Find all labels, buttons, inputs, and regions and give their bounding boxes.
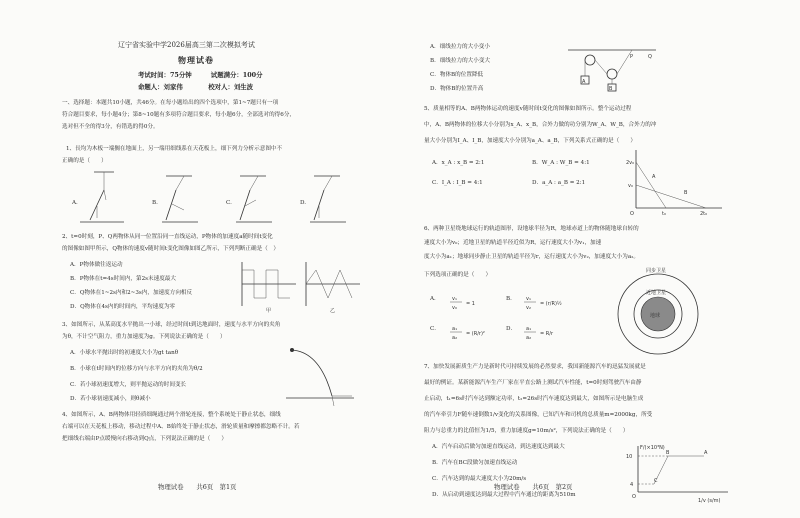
q7-fig-label: A	[704, 450, 708, 456]
svg-text:= (r/R)½: = (r/R)½	[540, 301, 562, 307]
q7-fig-label: O	[632, 494, 636, 500]
q6-fig-label: 近地卫星	[646, 290, 667, 296]
q4-text: 4、如图所示，A、B两物体用轻质细绳通过两个滑轮连接，整个系统处于静止状态，细线	[62, 412, 281, 418]
q6-text: 度大小为a₁；地球同步静止卫星的轨道半径为r，运行速度大小为v₂，加速度大小为a₂。	[424, 254, 640, 260]
q7-text: 的汽车牵引力F随车速倒数1/v变化的关系图像，已知汽车和司机的总质量m=2000kg，所受	[424, 412, 653, 418]
q1-option-label: C.	[226, 200, 232, 206]
q6-option-formulas	[444, 290, 564, 350]
q2-option: A．P物体做往返运动	[70, 262, 123, 268]
q4-text: 右端可以在天花板上移动，移动过程中A、B始终处于静止状态，滑轮质量和摩擦都忽略不计。若	[62, 424, 300, 430]
q5-option: B．W_A : W_B = 4:1	[532, 160, 590, 166]
section1-line: 一、选择题：本题共10小题，共46分。在每小题给出的四个选项中，第1~7题只有一项	[62, 100, 279, 106]
q7-option: C．汽车达到的最大速度大小为20m/s	[432, 476, 527, 482]
q5-option: D．a_A : a_B = 2:1	[532, 180, 586, 186]
svg-text:= 1: = 1	[466, 301, 475, 307]
q4-figure	[568, 46, 658, 92]
q4-text: 把细线右端由P点缓慢向右移动到Q点，下列说法正确的是（ ）	[62, 436, 227, 442]
q4-option: C．物体B的位置降低	[430, 72, 484, 78]
q4-fig-label: P	[630, 54, 634, 60]
q7-fig-label: F/(×10³N)	[640, 445, 665, 451]
page-2	[400, 0, 800, 518]
svg-text:v₁: v₁	[526, 296, 531, 302]
svg-text:v₁: v₁	[452, 296, 457, 302]
svg-text:a₁: a₁	[526, 326, 532, 332]
q2-fig-label: 乙	[330, 308, 336, 314]
q5-text: 5、质量相等的A、B两物体运动的速度v随时间t变化的图像如图所示。整个运动过程	[424, 106, 632, 112]
exam-info: 考试时间：75分钟 试题满分：100分	[138, 71, 263, 79]
q1-figure-a	[80, 168, 160, 228]
q1-option-label: A.	[72, 200, 78, 206]
q7-fig-label: 1/v (s/m)	[698, 498, 721, 504]
q2-text: 的图像如图甲所示，Q物体的速度v随时间t变化图像如图乙所示，下列判断正确是（ ）	[62, 246, 279, 252]
q5-fig-label: t₀	[662, 211, 666, 217]
svg-text:a₂: a₂	[526, 335, 532, 341]
q1-text: 正确的是（ ）	[62, 158, 107, 164]
q3-option: C．若小球初速度增大，则平抛运动的时间变长	[70, 382, 187, 388]
svg-text:v₀: v₀	[452, 305, 457, 311]
q3-figure	[286, 344, 356, 408]
q6-orbit-figure	[612, 266, 704, 358]
authors-line: 命题人：刘家伟 校对人：刘生波	[138, 83, 254, 91]
svg-text:a₁: a₁	[452, 326, 458, 332]
section1-line: 选对但不全的得3分，有错选的得0分。	[62, 124, 159, 130]
q4-option: B．细线拉力的大小变大	[430, 58, 491, 64]
q5-fig-label: 2t₀	[700, 211, 708, 217]
q5-option: C．I_A : I_B = 4:1	[432, 180, 483, 186]
q5-fig-label: A	[652, 174, 656, 180]
q5-fig-label: 2v₀	[626, 160, 635, 166]
q7-option: A．汽车启动后做匀加速直线运动，到达速度达到最大	[432, 444, 565, 450]
q2-option: D．Q物体在4s内的时间内，平均速度为零	[70, 304, 176, 310]
exam-header-title: 辽宁省实验中学2026届高三第二次模拟考试	[118, 41, 255, 49]
q1-option-label: D.	[300, 200, 307, 206]
q4-option: A．细线拉力的大小变小	[430, 44, 490, 50]
q6-text: 速度大小为v₀；近地卫星的轨道半径近似为R，运行速度大小为v₁，加速	[424, 240, 602, 246]
q6-text: 6、两种卫星绕地球运行的轨道图形，设地球半径为R，地球赤道上的物体随地球自转的	[424, 226, 639, 232]
page-footer: 物理试卷 共6页 第1页	[158, 483, 237, 491]
q4-fig-label: B	[609, 86, 613, 92]
q7-text: 止启动，t₁=6s时汽车达到额定功率，t₂=26s时汽车速度达到最大，如图所示是电脑生成	[424, 396, 644, 402]
q7-option: D．从启动到速度达到最大过程中汽车通过的距离为510m	[432, 492, 576, 498]
q5-option: A．x_A : x_B = 2:1	[432, 160, 485, 166]
svg-text:= R/r: = R/r	[540, 331, 553, 337]
q7-fig-label: 4	[630, 482, 634, 488]
q7-option: B．汽车在BC段做匀加速直线运动	[432, 460, 518, 466]
q7-fig-label: C	[654, 478, 658, 484]
q2-fig-label: 甲	[266, 308, 272, 314]
q1-figure-d	[310, 172, 370, 228]
q2-graphs	[236, 258, 364, 312]
subject-title: 物理试卷	[178, 55, 214, 65]
q7-text: 最好的例证。某新能源汽车生产厂家在平直公路上测试汽车性能，t=0时刻驾驶汽车由静	[424, 380, 642, 386]
q3-option: A．小球水平抛出时的初速度大小为gt tanθ	[70, 350, 179, 356]
q5-vt-graph	[626, 148, 726, 218]
section1-line: 符合题目要求，每小题4分；第8~10题有多项符合题目要求，每小题6分，全部选对的得6分，	[62, 112, 296, 118]
q6-option: A．	[430, 296, 440, 302]
svg-text:= (R/r)²: = (R/r)²	[466, 331, 485, 337]
q6-option: B．	[506, 296, 516, 302]
q2-text: 2、t=0时刻，P、Q两物体从同一位置沿同一直线运动，P物体的加速度a随时间t变化	[62, 234, 273, 240]
q4-fig-label: A	[582, 79, 586, 85]
q7-fig-label: 10	[626, 454, 633, 460]
q4-option: D．物体B的位置升高	[430, 86, 484, 92]
q1-figure-c	[236, 172, 296, 228]
q6-fig-label: 地球	[650, 313, 661, 319]
q5-fig-label: B	[684, 190, 688, 196]
q2-option: C．Q物体在1~2s内和2~3s内，加速度方向相反	[70, 290, 193, 296]
q3-text: 为θ，不计空气阻力，重力加速度为g。下列说法正确的是（ ）	[62, 334, 226, 340]
q6-option: C．	[430, 326, 440, 332]
q3-option: D．若小球初速度减小，则θ减小	[70, 396, 151, 402]
q5-text: 量大小分别为I_A、I_B，加速度大小分别为a_A、a_B，下列关系式正确的是（ ）	[424, 138, 636, 144]
q7-text: 阻力与总重力的比值恒为1/5，重力加速度g=10m/s²，下列说法正确的是（ ）	[424, 428, 629, 434]
q6-option: D．	[506, 326, 517, 332]
q1-option-label: B.	[152, 200, 158, 206]
q7-fig-label: B	[666, 450, 670, 456]
q2-option: B．P物体在t=4s时间内，第2s末速度最大	[70, 276, 176, 282]
q5-fig-label: v₀	[628, 183, 633, 189]
svg-text:a₂: a₂	[452, 335, 458, 341]
q1-figure-b	[162, 172, 222, 228]
q6-text: 下列选项正确的是（ ）	[424, 272, 492, 278]
q5-text: 中，A、B两物体的位移大小分别为x_A、x_B，合外力做的功分别为W_A、W_B，合外力的冲	[424, 122, 657, 128]
q7-text: 7、加快发展新质生产力是新时代可持续发展的必然要求，我国新能源汽车的迅猛发展就是	[424, 364, 646, 370]
svg-text:v₂: v₂	[526, 305, 531, 311]
q3-text: 3、如图所示，从某高度水平抛出一小球，经过时间t到达地面时，速度与水平方向的夹角	[62, 322, 281, 328]
page-footer: 物理试卷 共6页 第2页	[494, 483, 573, 491]
q7-F-graph	[624, 442, 734, 504]
q5-fig-label: O	[630, 211, 634, 217]
q3-option: B．小球在t时间内的位移方向与水平方向的夹角为θ/2	[70, 366, 203, 372]
q6-fig-label: 同步卫星	[646, 268, 667, 274]
q4-fig-label: Q	[648, 54, 652, 60]
q1-text: 1、長均为木板一端搁在地面上，另一端用细线系在天花板上，细下列力分析示意图中不	[66, 146, 283, 152]
